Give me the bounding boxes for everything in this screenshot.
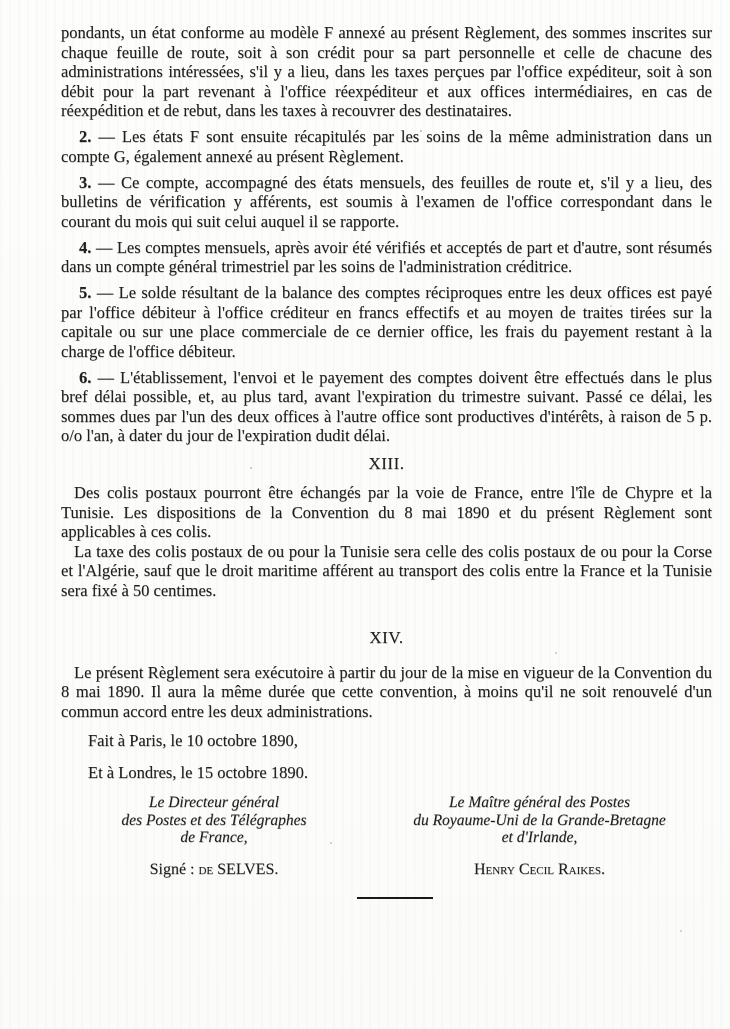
section-xiv (61, 628, 712, 721)
page-text-column (61, 23, 712, 899)
signature-right-title-line-1: Le Maître général des Postes (448, 794, 631, 811)
signature-left-column (61, 794, 367, 879)
article-3-text: — Ce compte, accompagné des états mensuels, des feuilles de route et, s'il y a lieu, des bulletins de vérification y afférents, est soumis à l'examen de l'office correspondant dans le courant du mois qui suit celui auquel il se rapporte. (61, 172, 712, 231)
signature-date-lines (61, 731, 712, 782)
section-xiv-paragraph: Le présent Règlement sera exécutoire à partir du jour de la mise en vigueur de la Convention du 8 mai 1890. Il aura la même durée que cette convention, à moins qu'il ne soit renouvelé d'un commun accord entre les deux administrations. (61, 662, 712, 721)
date-line-paris: Fait à Paris, le 10 octobre 1890, (88, 731, 298, 750)
continuation-paragraph: pondants, un état conforme au modèle F annexé au présent Règlement, des sommes inscrites sur chaque feuille de route, soit à son crédit pour sa part personnelle et celle de chacune des administrations intéressées, s'il y a lieu, dans les taxes perçues par l'office expéditeur, soit à son débit pour la part revenant à l'office réexpéditeur et aux offices intermédiaires, en cas de réexpédition et de rebut, dans les taxes à recouvrer des destinataires. (61, 23, 712, 120)
article-6-text: — L'établissement, l'envoi et le payement des comptes doivent être effectués dans le plus bref délai possible, et, au plus tard, avant l'expiration du trimestre suivant. Passé ce délai, les sommes dues par l'un des deux offices à l'autre office sont productives d'intérêts, à raison de 5 p. o/o l'an, à dater du jour de l'expiration dudit délai. (61, 367, 712, 445)
end-of-document-rule (357, 897, 433, 899)
signature-left-title-line-3: de France, (180, 829, 248, 846)
article-6-number: 6. (79, 367, 92, 387)
signature-right-name: Henry Cecil Raikes. (473, 860, 606, 878)
article-3-number: 3. (79, 172, 92, 192)
signature-left-name (61, 860, 367, 880)
section-xiii-paragraph-2: La taxe des colis postaux de ou pour la Tunisie sera celle des colis postaux de ou pour la Corse et l'Algérie, sauf que le droit maritime afférent au transport des colis entre la France et la Tunisie sera fixé à 50 centimes. (61, 541, 712, 600)
signature-right-column (367, 794, 712, 879)
article-3 (61, 173, 712, 232)
section-xiv-heading: XIV. (369, 628, 404, 647)
signature-right-title-line-2: du Royaume-Uni de la Grande-Bretagne (413, 811, 666, 829)
scan-noise-specks (0, 0, 2, 2)
article-5 (61, 283, 712, 361)
article-5-number: 5. (79, 283, 92, 302)
article-4-text: — Les comptes mensuels, après avoir été vérifiés et acceptés de part et d'autre, sont résumés dans un compte général trimestriel par les soins de l'administration créditrice. (61, 237, 713, 276)
section-xiii-heading: XIII. (368, 453, 405, 473)
article-4-number: 4. (79, 237, 92, 257)
section-xiii (61, 454, 712, 601)
signature-block (61, 794, 712, 879)
article-4 (61, 238, 712, 277)
article-2-text: — Les états F sont ensuite récapitulés par les soins de la même administration dans un compte G, également annexé au présent Règlement. (61, 127, 712, 166)
article-5-text: — Le solde résultant de la balance des comptes réciproques entre les deux offices est payé par l'office débiteur à l'office créditeur en francs effectifs et au moyen de traites tirées sur la capitale ou sur une place commerciale de ce dernier office, les frais du payement restant à la charge de l'office débiteur. (61, 283, 712, 361)
section-xiii-paragraph-1: Des colis postaux pourront être échangés par la voie de France, entre l'île de Chypre et la Tunisie. Les dispositions de la Convention du 8 mai 1890 et du présent Règlement sont applicables à ces colis. (61, 483, 712, 541)
date-line-london: Et à Londres, le 15 octobre 1890. (88, 762, 308, 782)
article-2-number: 2. (79, 127, 92, 146)
signature-right-title-line-3: et d'Irlande, (501, 829, 578, 846)
article-6 (61, 368, 712, 446)
signature-left-signed-prefix: Signé : (149, 860, 199, 878)
signature-left-title-line-2: des Postes et des Télégraphes (121, 811, 307, 829)
signature-left-name-text: de SELVES. (198, 860, 279, 878)
article-2 (61, 127, 712, 166)
signature-left-title-line-1: Le Directeur général (148, 794, 280, 811)
